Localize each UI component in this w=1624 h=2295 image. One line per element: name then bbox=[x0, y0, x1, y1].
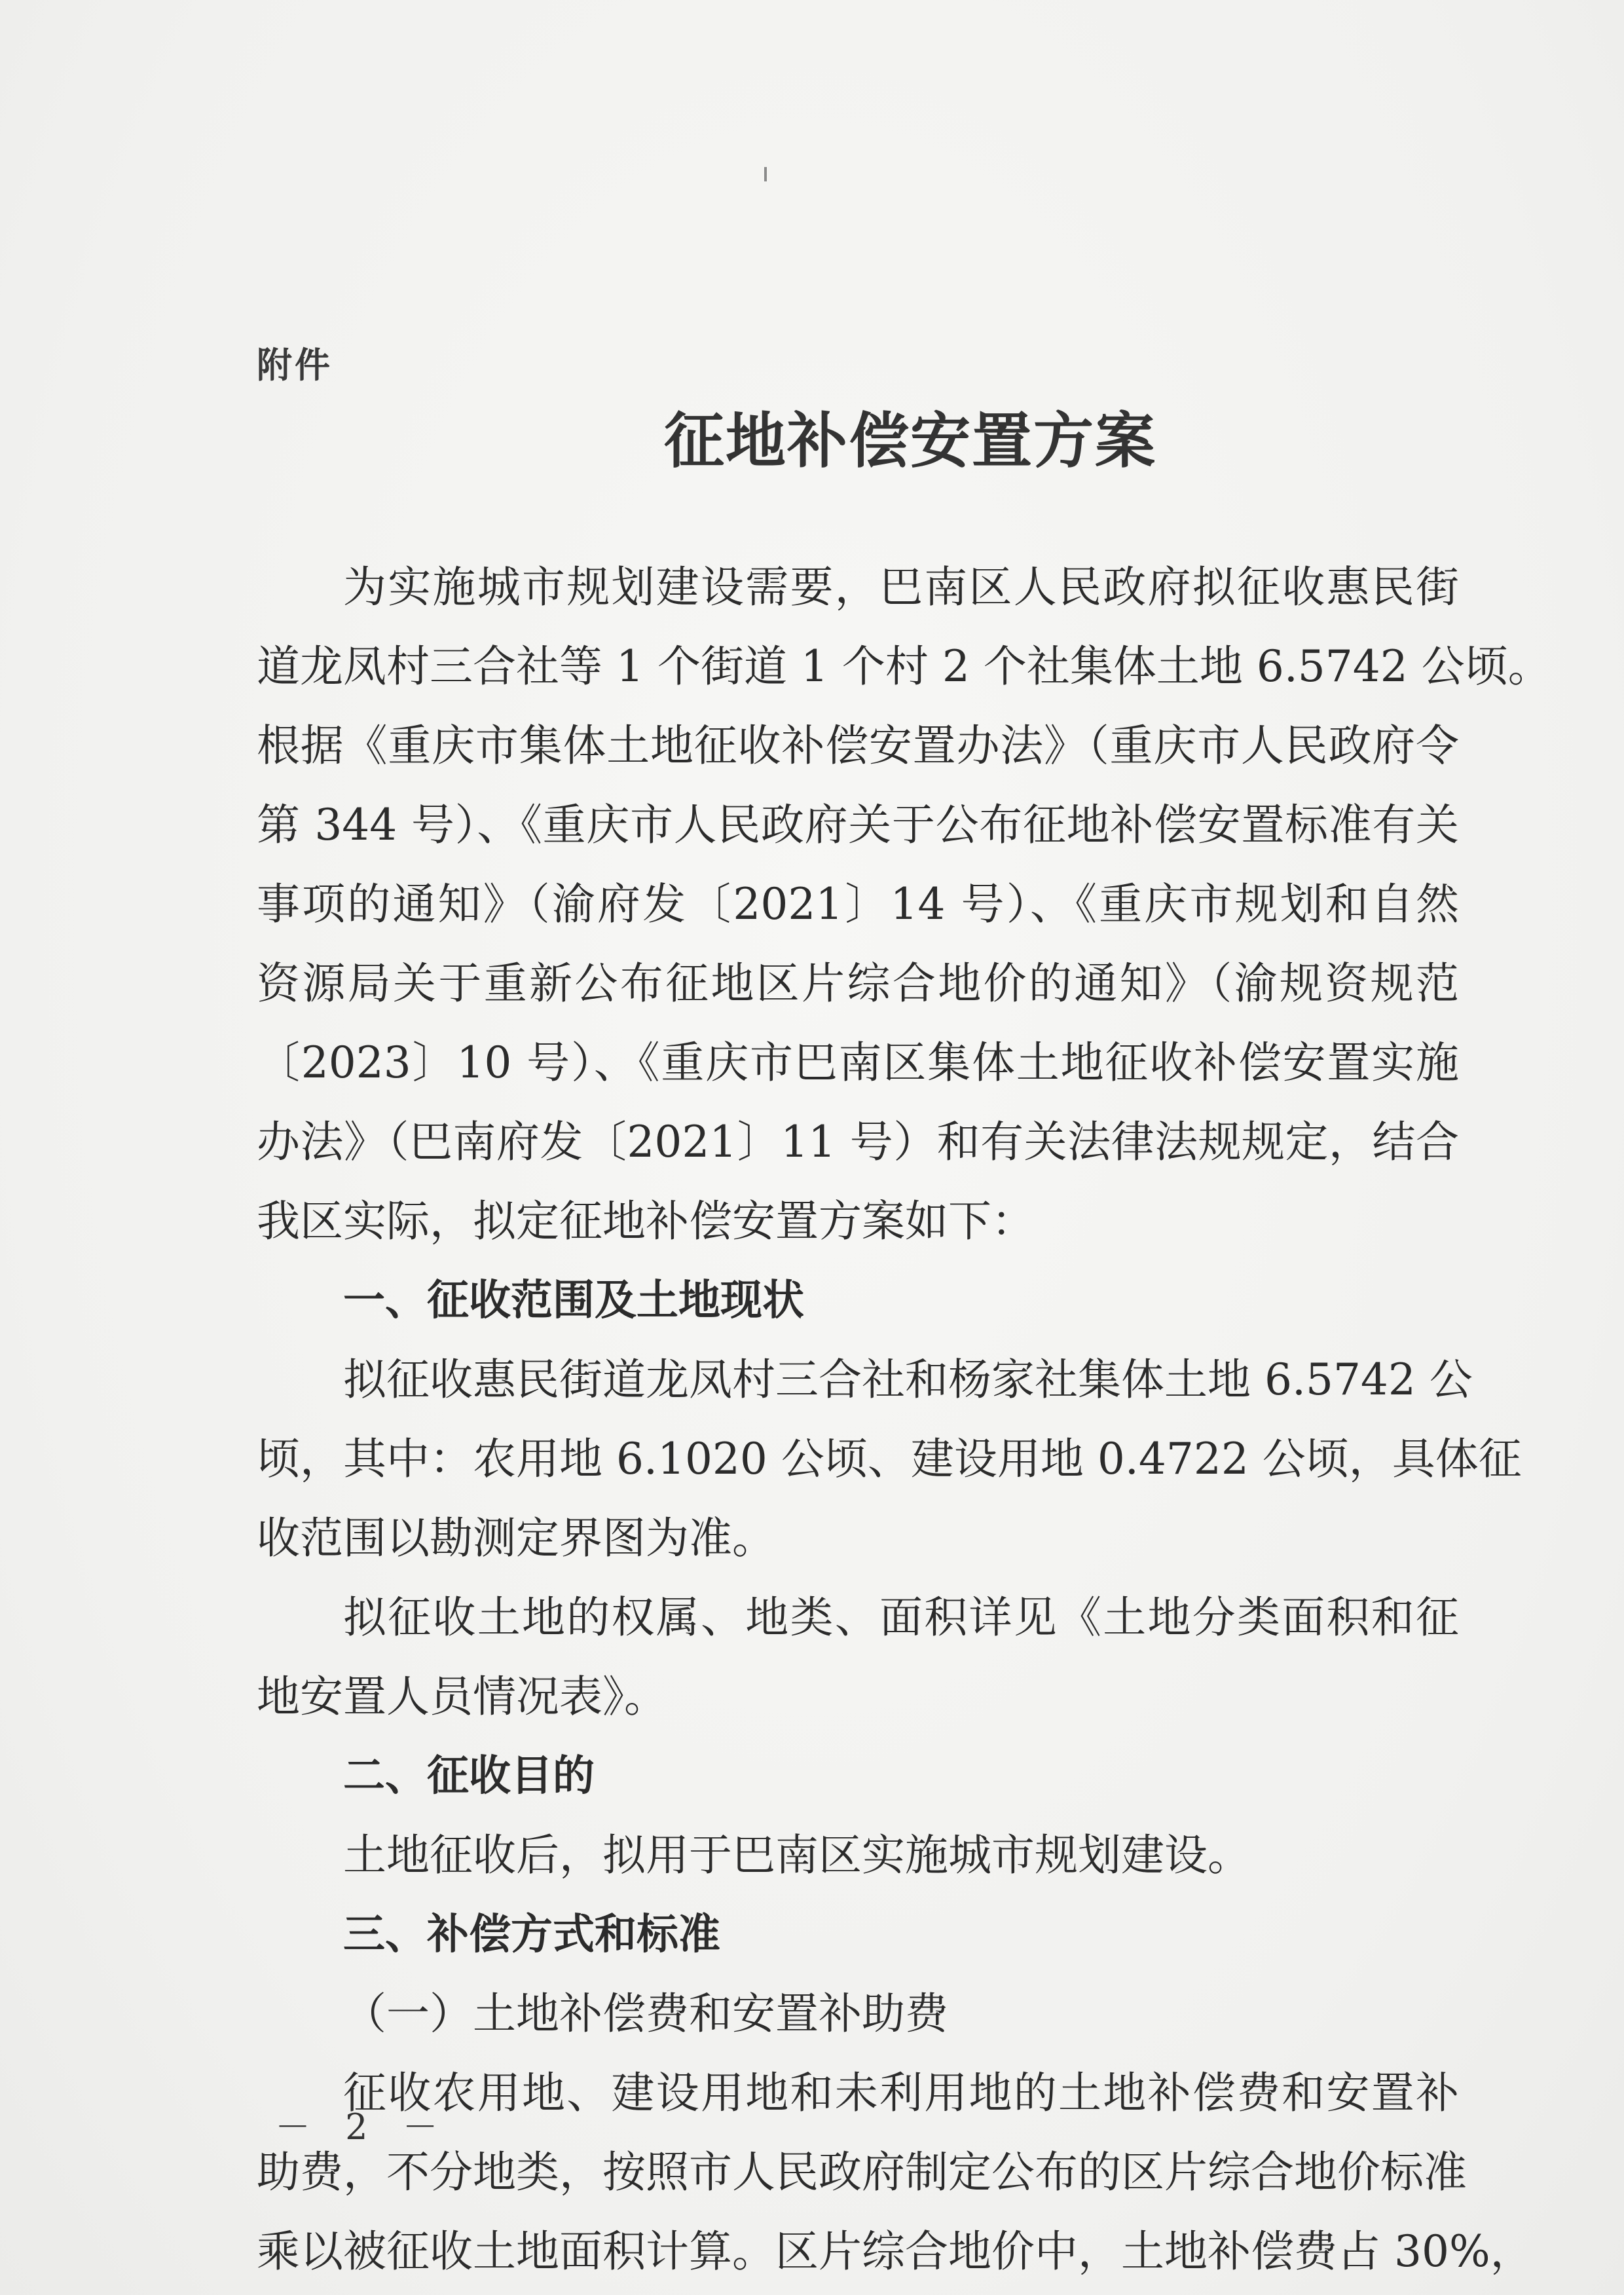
body-line: 拟征收惠民街道龙凤村三合社和杨家社集体土地 6.5742 公 bbox=[343, 1354, 1473, 1405]
body-line: 根据《重庆市集体土地征收补偿安置办法》（重庆市人民政府令 bbox=[257, 720, 1459, 771]
section-heading: 一、征收范围及土地现状 bbox=[343, 1277, 804, 1325]
body-line: 拟征收土地的权属、地类、面积详见《土地分类面积和征 bbox=[343, 1592, 1459, 1643]
body-line: 收范围以勘测定界图为准。 bbox=[257, 1513, 775, 1563]
body-line: 事项的通知》（渝府发〔2021〕14 号）、《重庆市规划和自然 bbox=[257, 879, 1459, 929]
body-line: 顷，其中：农用地 6.1020 公顷、建设用地 0.4722 公顷，具体征 bbox=[257, 1434, 1522, 1484]
section-heading: 二、征收目的 bbox=[343, 1752, 595, 1801]
body-line: 乘以被征收土地面积计算。区片综合地价中，土地补偿费占 30%， bbox=[257, 2226, 1534, 2277]
document-body bbox=[257, 551, 1551, 2295]
page-number: － 2 － bbox=[275, 2106, 450, 2148]
body-line: 第 344 号）、《重庆市人民政府关于公布征地补偿安置标准有关 bbox=[257, 800, 1459, 850]
body-line: 助费，不分地类，按照市人民政府制定公布的区片综合地价标准 bbox=[257, 2147, 1467, 2197]
body-line: 道龙凤村三合社等 1 个街道 1 个村 2 个社集体土地 6.5742 公顷。 bbox=[257, 641, 1551, 692]
body-line: 为实施城市规划建设需要，巴南区人民政府拟征收惠民街 bbox=[343, 562, 1459, 612]
document-title: 征地补偿安置方案 bbox=[663, 405, 1156, 476]
body-line: 〔2023〕10 号）、《重庆市巴南区集体土地征收补偿安置实施 bbox=[257, 1037, 1459, 1088]
body-line: 我区实际，拟定征地补偿安置方案如下： bbox=[257, 1196, 1035, 1246]
body-line: 地安置人员情况表》。 bbox=[257, 1671, 667, 1722]
body-line: 征收农用地、建设用地和未利用地的土地补偿费和安置补 bbox=[343, 2068, 1459, 2118]
body-line: 办法》（巴南府发〔2021〕11 号）和有关法律法规规定，结合 bbox=[257, 1117, 1459, 1167]
scan-mark bbox=[764, 167, 767, 181]
section-heading: 三、补偿方式和标准 bbox=[343, 1911, 720, 1959]
body-line: 土地征收后，拟用于巴南区实施城市规划建设。 bbox=[343, 1830, 1251, 1880]
body-line: 资源局关于重新公布征地区片综合地价的通知》（渝规资规范 bbox=[257, 958, 1459, 1009]
subsection-heading: （一）土地补偿费和安置补助费 bbox=[343, 1988, 948, 2039]
attachment-label: 附件 bbox=[257, 345, 333, 386]
